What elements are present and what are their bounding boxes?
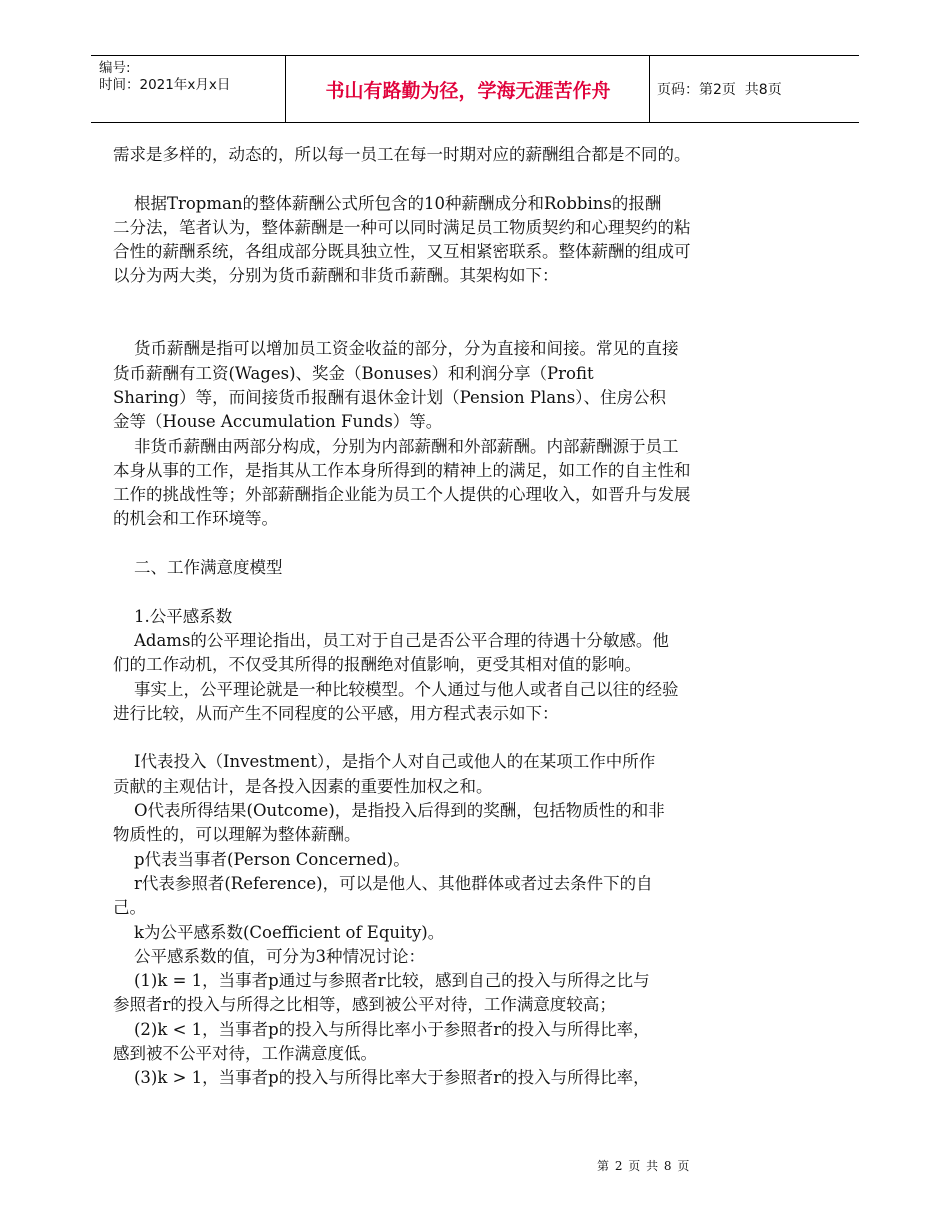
serial-label: 编号: (99, 60, 131, 76)
text-line: 二分法，笔者认为，整体薪酬是一种可以同时满足员工物质契约和心理契约的粘 (113, 217, 691, 237)
text-line: 的机会和工作环境等。 (113, 509, 278, 529)
blank-line (113, 313, 773, 337)
text-line: 合性的薪酬系统，各组成部分既具独立性，又互相紧密联系。整体薪酬的组成可 (113, 242, 691, 262)
text-line: 货币薪酬是指可以增加员工资金收益的部分，分为直接和间接。常见的直接 (113, 339, 679, 359)
text-line: I代表投入（Investment），是指个人对自己或他人的在某项工作中所作 (113, 752, 656, 772)
text-line: 以分为两大类，分别为货币薪酬和非货币薪酬。其架构如下： (113, 266, 559, 286)
text-line: k为公平感系数(Coefficient of Equity)。 (113, 922, 445, 942)
text-line: p代表当事者(Person Concerned)。 (113, 849, 410, 869)
text-line: 己。 (113, 898, 146, 918)
text-line: 们的工作动机，不仅受其所得的报酬绝对值影响，更受其相对值的影响。 (113, 655, 641, 675)
text-line: (1)k = 1，当事者p通过与参照者r比较，感到自己的投入与所得之比与 (113, 971, 650, 991)
text-line: (2)k < 1，当事者p的投入与所得比率小于参照者r的投入与所得比率， (113, 1019, 650, 1039)
text-line: Adams的公平理论指出，员工对于自己是否公平合理的待遇十分敏感。他 (113, 630, 669, 650)
text-line: 公平感系数的值，可分为3种情况讨论： (113, 946, 425, 966)
blank-line (113, 532, 773, 556)
header-motto: 书山有路勤为径，学海无涯苦作舟 (325, 79, 611, 102)
text-line: 非货币薪酬由两部分构成，分别为内部薪酬和外部薪酬。内部薪酬源于员工 (113, 436, 679, 456)
blank-line (113, 289, 773, 313)
text-line: O代表所得结果(Outcome)，是指投入后得到的奖酬，包括物质性的和非 (113, 801, 665, 821)
time-label: 时间：2021年x月x日 (99, 77, 231, 93)
text-line: 货币薪酬有工资(Wages)、奖金（Bonuses）和利润分享（Profit (113, 363, 594, 383)
text-line: 根据Tropman的整体薪酬公式所包含的10种薪酬成分和Robbins的报酬 (113, 193, 662, 213)
blank-line (113, 167, 773, 191)
page-header (91, 55, 859, 123)
page-footer: 第 2 页 共 8 页 (597, 1159, 691, 1173)
header-divider (649, 56, 650, 122)
text-line: 贡献的主观估计，是各投入因素的重要性加权之和。 (113, 776, 493, 796)
text-line: 金等（House Accumulation Funds）等。 (113, 412, 443, 432)
header-meta (99, 60, 289, 94)
header-page-info: 页码：第2页 共8页 (657, 82, 782, 98)
text-line: 感到被不公平对待，工作满意度低。 (113, 1043, 377, 1063)
header-divider (285, 56, 286, 122)
text-line: 二、工作满意度模型 (113, 558, 283, 578)
document-body (113, 143, 773, 1091)
text-line: 本身从事的工作，是指其从工作本身所得到的精神上的满足，如工作的自主性和 (113, 460, 691, 480)
text-line: 进行比较，从而产生不同程度的公平感，用方程式表示如下： (113, 703, 559, 723)
blank-line (113, 726, 773, 750)
text-line: 参照者r的投入与所得之比相等，感到被公平对待，工作满意度较高； (113, 995, 616, 1015)
blank-line (113, 580, 773, 604)
text-line: 工作的挑战性等；外部薪酬指企业能为员工个人提供的心理收入，如晋升与发展 (113, 485, 691, 505)
text-line: 1.公平感系数 (113, 606, 233, 626)
text-line: Sharing）等，而间接货币报酬有退休金计划（Pension Plans）、住房公积 (113, 387, 666, 407)
text-line: 事实上，公平理论就是一种比较模型。个人通过与他人或者自己以往的经验 (113, 679, 679, 699)
text-line: (3)k > 1，当事者p的投入与所得比率大于参照者r的投入与所得比率， (113, 1068, 650, 1088)
text-line: 物质性的，可以理解为整体薪酬。 (113, 825, 361, 845)
text-line: 需求是多样的，动态的，所以每一员工在每一时期对应的薪酬组合都是不同的。 (113, 145, 691, 164)
text-line: r代表参照者(Reference)，可以是他人、其他群体或者过去条件下的自 (113, 873, 653, 893)
